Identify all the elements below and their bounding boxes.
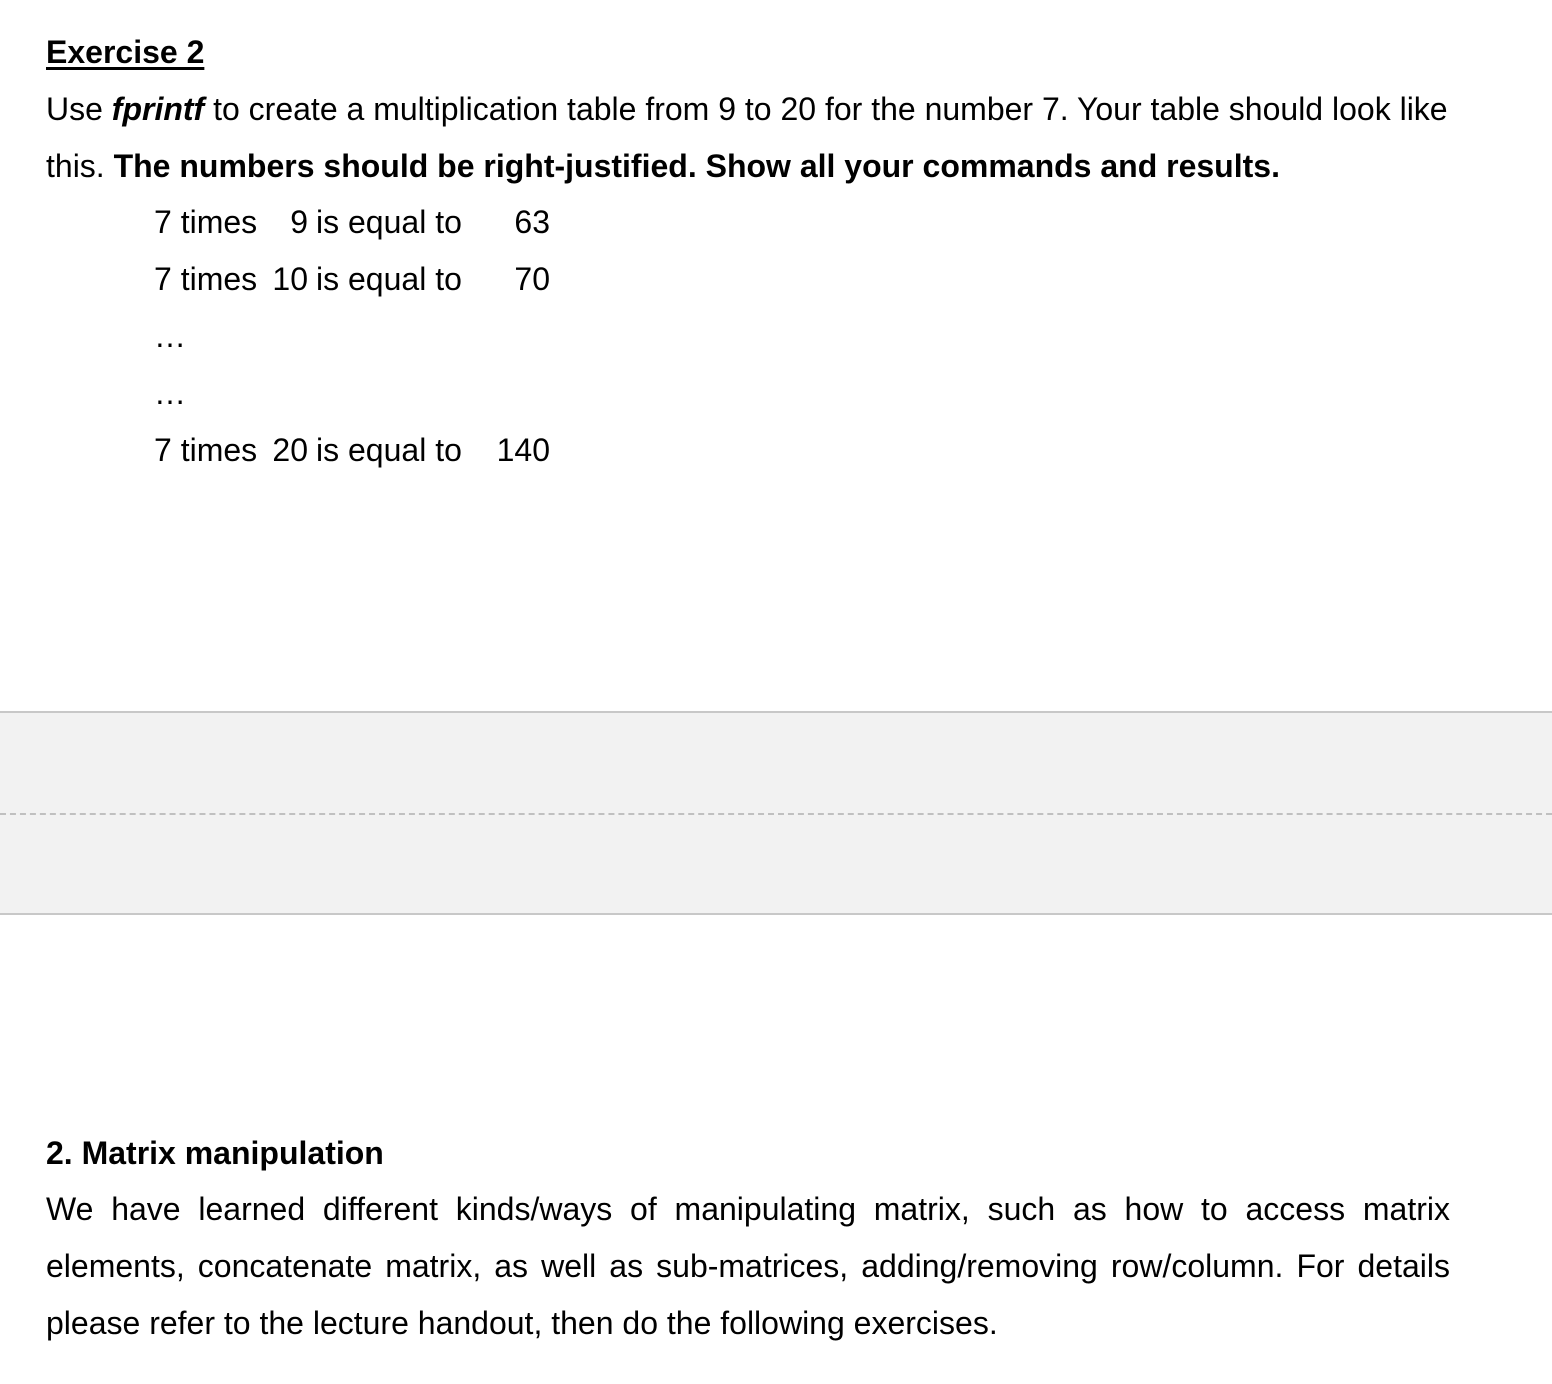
ellipsis-text: … xyxy=(154,375,186,411)
example-table xyxy=(154,194,550,479)
row-multiplier: 9 xyxy=(290,204,308,240)
table-row-ellipsis xyxy=(154,308,550,365)
table-row-ellipsis xyxy=(154,365,550,422)
row-result: 140 xyxy=(496,432,550,468)
page-break-divider xyxy=(0,813,1552,815)
table-row xyxy=(154,422,550,479)
ellipsis-text: … xyxy=(154,318,186,354)
exercise-title: Exercise 2 xyxy=(46,34,205,70)
row-middle: is equal to xyxy=(316,432,462,468)
table-row xyxy=(154,194,550,251)
row-middle: is equal to xyxy=(316,204,462,240)
row-middle: is equal to xyxy=(316,261,462,297)
row-multiplier: 20 xyxy=(272,432,308,468)
row-prefix: 7 times xyxy=(154,261,258,297)
section-body: We have learned different kinds/ways of manipulating matrix, such as how to access matrix elements, concatenate matrix, as well as sub-matrices, adding/removing row/column. For details please refer to the lecture handout, then do the following exercises. xyxy=(46,1191,1450,1341)
instructions-lead: Use xyxy=(46,91,112,127)
row-result: 63 xyxy=(514,204,550,240)
row-multiplier: 10 xyxy=(272,261,308,297)
row-prefix: 7 times xyxy=(154,204,258,240)
instructions-body: to create a multiplication table from 9 to 20 for the number 7. Your table should look like this. xyxy=(46,91,1448,184)
table-row xyxy=(154,251,550,308)
row-result: 70 xyxy=(514,261,550,297)
instructions-emphasis: The numbers should be right-justified. Show all your commands and results. xyxy=(113,148,1280,184)
exercise-instructions xyxy=(46,81,1456,195)
fprintf-keyword: fprintf xyxy=(111,91,205,127)
row-prefix: 7 times xyxy=(154,432,258,468)
section-title: 2. Matrix manipulation xyxy=(46,1135,384,1171)
page-break-band xyxy=(0,711,1552,915)
